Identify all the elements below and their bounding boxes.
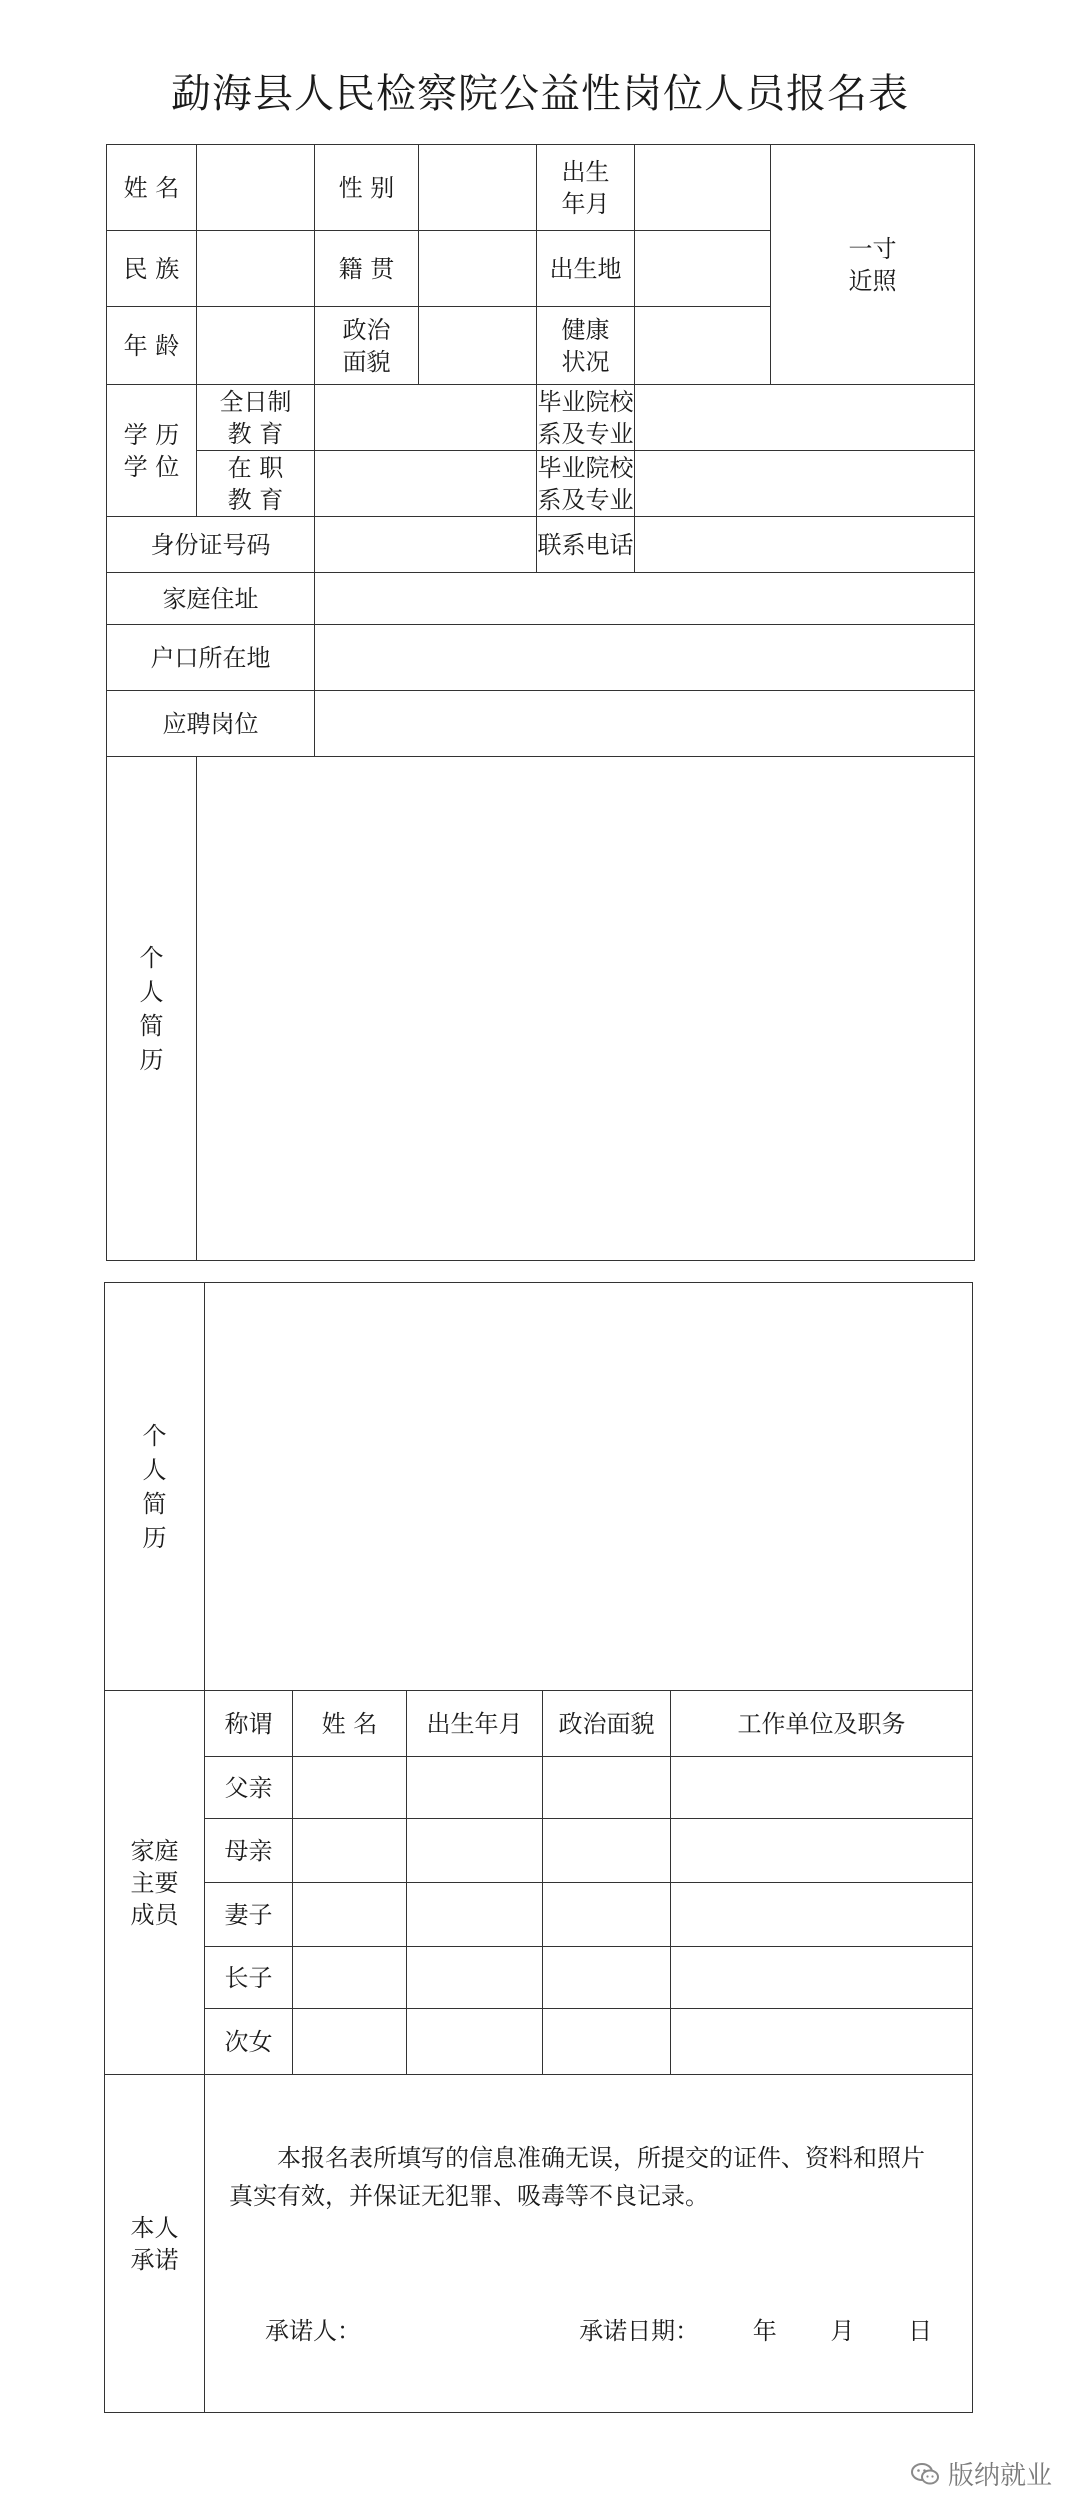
form-title: 勐海县人民检察院公益性岗位人员报名表 <box>171 71 909 117</box>
pledge-cell <box>205 2075 973 2413</box>
family-label: 家庭 主要 成员 <box>105 1691 205 2075</box>
resume-label: 个 人 简 历 <box>107 757 197 1261</box>
school-field-2[interactable] <box>635 451 975 517</box>
ethnicity-field[interactable] <box>197 231 315 307</box>
family-header-birth: 出生年月 <box>407 1691 543 1757</box>
watermark-text: 版纳就业 <box>947 2461 1052 2491</box>
parttime-field[interactable] <box>315 451 537 517</box>
family-cell[interactable] <box>671 1757 973 1819</box>
id-number-label: 身份证号码 <box>107 517 315 573</box>
family-cell[interactable] <box>543 1819 671 1883</box>
family-cell[interactable] <box>293 1883 407 1947</box>
health-label: 健康 状况 <box>537 307 635 385</box>
photo-box[interactable]: 一寸 近照 <box>771 145 975 385</box>
birthplace-field[interactable] <box>635 231 771 307</box>
family-cell[interactable] <box>293 1819 407 1883</box>
family-header-relation: 称谓 <box>205 1691 293 1757</box>
pledge-month: 月 <box>830 2317 855 2345</box>
wechat-icon <box>910 2462 940 2486</box>
gender-field[interactable] <box>419 145 537 231</box>
family-header-work: 工作单位及职务 <box>671 1691 973 1757</box>
phone-label: 联系电话 <box>537 517 635 573</box>
family-header-name: 姓 名 <box>293 1691 407 1757</box>
pledge-signer-label: 承诺人： <box>265 2317 361 2345</box>
name-field[interactable] <box>197 145 315 231</box>
family-cell[interactable] <box>543 1757 671 1819</box>
family-cell[interactable] <box>407 1947 543 2009</box>
resume-continued-label: 个 人 简 历 <box>105 1283 205 1691</box>
family-cell[interactable] <box>671 2009 973 2075</box>
pledge-text: 本报名表所填写的信息准确无误，所提交的证件、资料和照片真实有效，并保证无犯罪、吸毒等不良记录。 <box>229 2144 925 2210</box>
family-cell[interactable] <box>293 1757 407 1819</box>
fulltime-label: 全日制 教 育 <box>197 385 315 451</box>
native-place-field[interactable] <box>419 231 537 307</box>
pledge-signature-row <box>265 2315 932 2347</box>
registration-form-sheet-2 <box>104 1282 973 2413</box>
family-cell[interactable] <box>293 2009 407 2075</box>
health-field[interactable] <box>635 307 771 385</box>
family-relation-wife: 妻子 <box>205 1883 293 1947</box>
school-field-1[interactable] <box>635 385 975 451</box>
school-label-1: 毕业院校 系及专业 <box>537 385 635 451</box>
gender-label: 性 别 <box>315 145 419 231</box>
name-label: 姓 名 <box>107 145 197 231</box>
resume-continued-field[interactable] <box>205 1283 973 1691</box>
family-cell[interactable] <box>543 1883 671 1947</box>
registration-form-sheet-1 <box>106 144 975 1261</box>
address-label: 家庭住址 <box>107 573 315 625</box>
parttime-label: 在 职 教 育 <box>197 451 315 517</box>
hukou-field[interactable] <box>315 625 975 691</box>
birthplace-label: 出生地 <box>537 231 635 307</box>
pledge-day: 日 <box>908 2317 933 2345</box>
age-field[interactable] <box>197 307 315 385</box>
family-cell[interactable] <box>407 2009 543 2075</box>
political-label: 政治 面貌 <box>315 307 419 385</box>
family-relation-eldest-son: 长子 <box>205 1947 293 2009</box>
id-number-field[interactable] <box>315 517 537 573</box>
pledge-year: 年 <box>752 2317 777 2345</box>
watermark <box>910 2455 1052 2492</box>
birth-label: 出生 年月 <box>537 145 635 231</box>
position-field[interactable] <box>315 691 975 757</box>
hukou-label: 户口所在地 <box>107 625 315 691</box>
ethnicity-label: 民 族 <box>107 231 197 307</box>
family-cell[interactable] <box>543 2009 671 2075</box>
address-field[interactable] <box>315 573 975 625</box>
pledge-date <box>579 2315 932 2347</box>
family-cell[interactable] <box>671 1819 973 1883</box>
family-cell[interactable] <box>407 1819 543 1883</box>
family-cell[interactable] <box>543 1947 671 2009</box>
family-header-political: 政治面貌 <box>543 1691 671 1757</box>
native-place-label: 籍 贯 <box>315 231 419 307</box>
phone-field[interactable] <box>635 517 975 573</box>
resume-field[interactable] <box>197 757 975 1261</box>
family-cell[interactable] <box>671 1947 973 2009</box>
family-cell[interactable] <box>293 1947 407 2009</box>
age-label: 年 龄 <box>107 307 197 385</box>
political-field[interactable] <box>419 307 537 385</box>
family-cell[interactable] <box>671 1883 973 1947</box>
education-label: 学 历 学 位 <box>107 385 197 517</box>
family-relation-father: 父亲 <box>205 1757 293 1819</box>
family-relation-second-daughter: 次女 <box>205 2009 293 2075</box>
family-relation-mother: 母亲 <box>205 1819 293 1883</box>
fulltime-field[interactable] <box>315 385 537 451</box>
pledge-label: 本人 承诺 <box>105 2075 205 2413</box>
family-cell[interactable] <box>407 1883 543 1947</box>
position-label: 应聘岗位 <box>107 691 315 757</box>
school-label-2: 毕业院校 系及专业 <box>537 451 635 517</box>
family-cell[interactable] <box>407 1757 543 1819</box>
pledge-date-label: 承诺日期： <box>579 2317 700 2345</box>
birth-field[interactable] <box>635 145 771 231</box>
